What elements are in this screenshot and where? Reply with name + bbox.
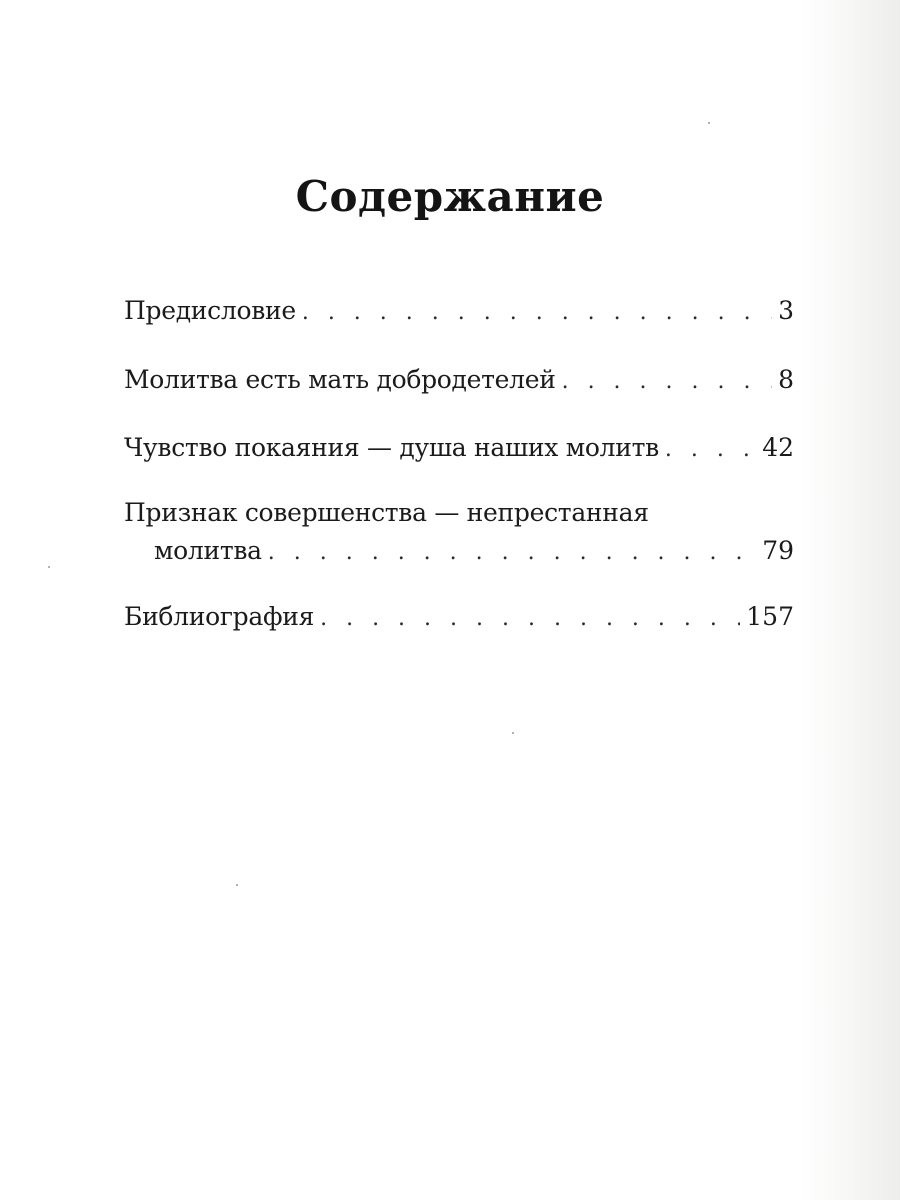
dot-leader xyxy=(320,600,740,638)
print-speck xyxy=(708,122,710,124)
toc-entry xyxy=(124,292,794,330)
toc-entry-page: 42 xyxy=(762,433,794,462)
dot-leader xyxy=(562,363,773,401)
toc-entry-page: 79 xyxy=(762,536,794,565)
dot-leader xyxy=(665,431,756,469)
toc-entry xyxy=(124,598,794,636)
toc-entry xyxy=(124,361,794,399)
print-speck xyxy=(512,732,514,734)
toc-entry-title-continued: молитва xyxy=(154,536,262,565)
toc-entry-title: Предисловие xyxy=(124,296,296,325)
toc-entry-page: 157 xyxy=(746,602,794,631)
table-of-contents xyxy=(124,292,794,636)
toc-entry-title: Молитва есть мать добродетелей xyxy=(124,365,556,394)
toc-entry-page: 3 xyxy=(778,296,794,325)
toc-entry-title: Признак совершенства — непрестанная xyxy=(124,498,649,527)
toc-entry xyxy=(124,429,794,467)
toc-entry-title: Чувство покаяния — душа наших молитв xyxy=(124,433,659,462)
toc-entry-continuation xyxy=(124,532,794,570)
print-speck xyxy=(236,884,238,886)
page-title: Содержание xyxy=(295,172,605,221)
toc-entry xyxy=(124,494,794,570)
toc-entry-page: 8 xyxy=(778,365,794,394)
dot-leader xyxy=(302,294,772,332)
toc-entry-title: Библиография xyxy=(124,602,315,631)
dot-leader xyxy=(268,534,756,572)
print-speck xyxy=(48,566,50,568)
